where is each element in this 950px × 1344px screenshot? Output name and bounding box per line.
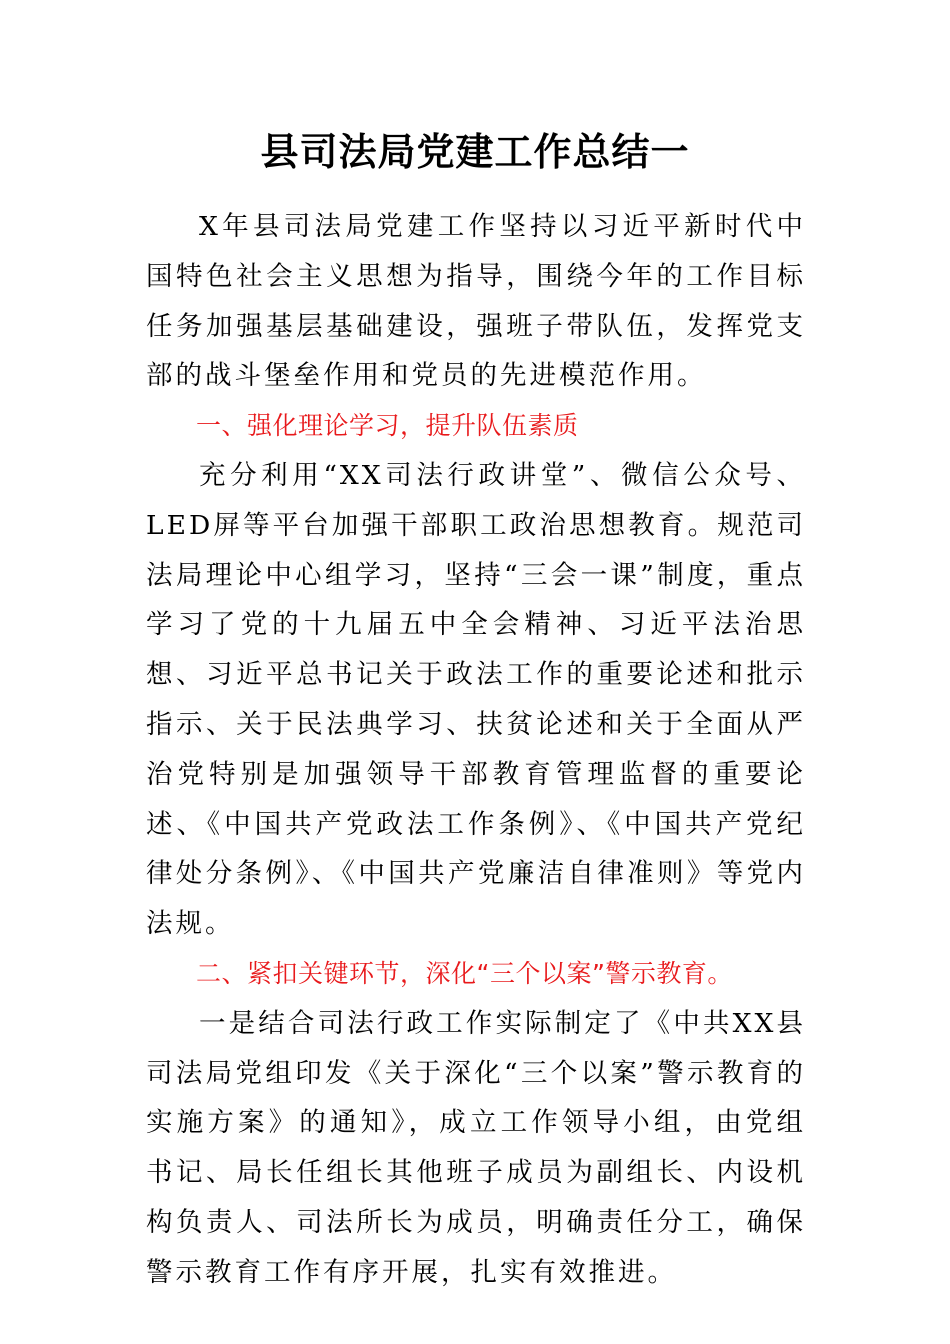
document-body — [146, 202, 806, 1298]
section-heading-1: 一、强化理论学习，提升队伍素质 — [196, 411, 579, 441]
section-heading-2: 二、紧扣关键环节，深化“三个以案”警示教育。 — [196, 958, 733, 988]
intro-paragraph: X年县司法局党建工作坚持以习近平新时代中国特色社会主义思想为指导，围绕今年的工作目标任务加强基层基础建设，强班子带队伍，发挥党支部的战斗堡垒作用和党员的先进模范作用。 — [146, 211, 806, 392]
section-2-paragraph: 一是结合司法行政工作实际制定了《中共XX县司法局党组印发《关于深化“三个以案”警示教育的实施方案》的通知》，成立工作领导小组，由党组书记、局长任组长其他班子成员为副组长、内设机构负责人、司法所长为成员，明确责任分工，确保警示教育工作有序开展，扎实有效推进。 — [146, 1007, 806, 1288]
document-title: 县司法局党建工作总结一 — [260, 129, 690, 174]
section-1-paragraph: 充分利用“XX司法行政讲堂”、微信公众号、LED屏等平台加强干部职工政治思想教育。规范司法局理论中心组学习，坚持“三会一课”制度，重点学习了党的十九届五中全会精神、习近平法治思想、习近平总书记关于政法工作的重要论述和批示指示、关于民法典学习、扶贫论述和关于全面从严治党特别是加强领导干部教育管理监督的重要论述、《中国共产党政法工作条例》、《中国共产党纪律处分条例》、《中国共产党廉洁自律准则》等党内法规。 — [146, 459, 806, 940]
